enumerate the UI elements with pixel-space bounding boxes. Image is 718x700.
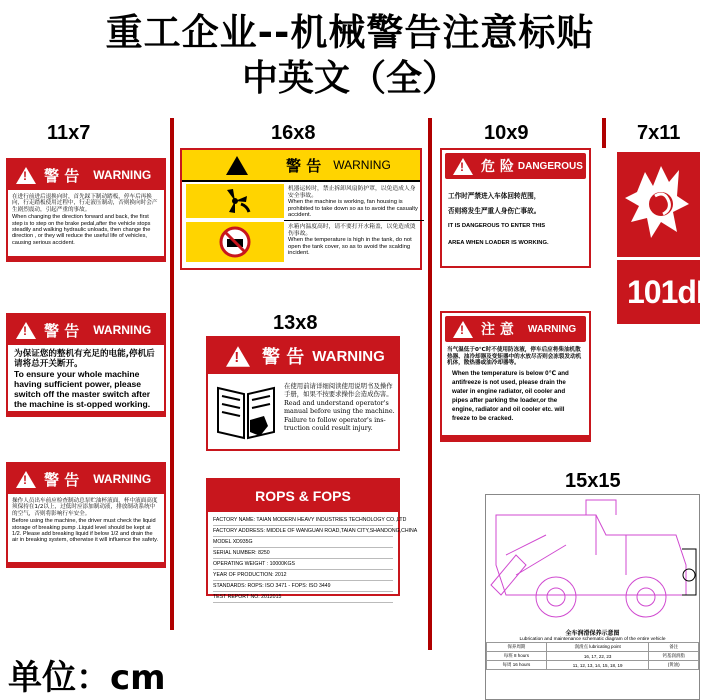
warning-triangle-icon — [453, 158, 473, 175]
sign-title-zh: 危 险 — [481, 159, 514, 175]
table-row — [487, 652, 699, 661]
table-cell: 每班 8 hours — [487, 652, 547, 661]
divider-1 — [170, 118, 174, 630]
sign-text-zh: 为保证您的整机有充足的电能,停机后请将总开关断开。 — [14, 349, 155, 369]
read-manual-icon — [214, 380, 278, 442]
divider-2 — [428, 118, 432, 650]
plate-line: OPERATING WEIGHT : 10000KGS — [213, 559, 393, 570]
plan-title: 全车润滑保养示意图 — [565, 630, 620, 637]
table-cell: 16, 17, 22, 23 — [546, 652, 649, 661]
sign-row2-zh: 水箱内温度高时，请不要打开水箱盖，以免造成烫伤事故。 — [288, 224, 416, 237]
sign-title-zh: 警 告 — [262, 347, 305, 368]
lubrication-plan — [485, 494, 700, 700]
sign-row2-en: When the temperature is high in the tank, do not open the tank cover, so as to avoid the scalding incident. — [288, 237, 412, 257]
warning-sign-brake-fluid — [6, 462, 166, 568]
size-label-10x9: 10x9 — [484, 122, 529, 144]
sign-title-en: WARNING — [93, 323, 152, 337]
table-cell: 11, 12, 13, 14, 15, 18, 19 — [546, 661, 649, 670]
warning-triangle-icon — [16, 471, 36, 488]
plate-line: STANDARDS: ROPS: ISO 3471 - FOPS: ISO 3449 — [213, 581, 393, 592]
sign-title-zh: 注 意 — [481, 322, 514, 338]
sign-row1-en: When the machine is working, fan housing is prohibited to take down so as to avoid the casualty accident. — [288, 199, 418, 219]
table-header-cell: 保养周期 — [487, 643, 547, 652]
warning-sign-manual — [206, 336, 400, 451]
warning-triangle-icon — [226, 156, 248, 175]
table-row — [487, 643, 699, 652]
plate-line: TEST REPORT NO: 2012015 — [213, 592, 393, 603]
rops-fops-plate — [206, 478, 418, 600]
sign-row1-zh: 机器运转时，禁止拆卸风扇防护罩，以免造成人身安全事故。 — [288, 186, 416, 199]
table-header-cell: 备注 — [649, 643, 699, 652]
warning-triangle-icon — [16, 167, 36, 184]
size-label-7x11: 7x11 — [637, 122, 681, 144]
sign-text-en: When the temperature is below 0℃ and antifreeze is not used, please drain the water in engine radiator, oil cooler and pipes after parking the loader,or the engine, radiator and oil cooler etc. will freeze to be cracked. — [452, 369, 569, 422]
sign-title-en: WARNING — [333, 158, 391, 172]
loader-diagram — [486, 495, 699, 623]
warning-sign-switch — [6, 313, 166, 417]
sign-title-zh: 警 告 — [44, 470, 80, 489]
fan-hazard-icon — [186, 184, 284, 218]
warning-sign-fan-tank — [180, 148, 422, 270]
noise-level-panel — [617, 260, 718, 324]
sign-text-en: Read and understand operator's manual before using the machine. Failure to follow operator's ins-truction could result injury. — [284, 398, 395, 433]
size-label-15x15: 15x15 — [565, 470, 621, 492]
sign-title-en: WARNING — [93, 168, 152, 182]
size-label-13x8: 13x8 — [273, 312, 318, 334]
sign-text-zh-1: 工作时严禁进入车体回转范围， — [448, 192, 541, 200]
size-label-16x8: 16x8 — [271, 122, 316, 144]
plate-title: ROPS & FOPS — [208, 480, 398, 512]
sign-title-zh: 警 告 — [44, 166, 80, 185]
warning-sign-brake — [6, 158, 166, 262]
sign-title-zh: 警 告 — [286, 156, 322, 175]
sign-text-zh: 在使用前请详细阅读使用说明书及操作手册，如果不按要求操作会造成伤害。 — [284, 382, 393, 399]
sign-title-en: WARNING — [93, 472, 152, 486]
noise-icon-panel — [617, 152, 700, 257]
warning-triangle-icon — [16, 322, 36, 339]
caution-sign-antifreeze — [440, 311, 591, 442]
plate-line: SERIAL NUMBER: 8250 — [213, 548, 393, 559]
sign-text-zh: 在进行前进后退换向时，首先踩下制动踏板，停车后再换向，行走踏板使用过程中，行走液压制动，否则换向时会产生剧烈震动，引起严重的事故。 — [12, 194, 158, 213]
table-cell: 钙基润滑脂 — [649, 652, 699, 661]
table-row — [487, 661, 699, 670]
size-label-11x7: 11x7 — [47, 122, 91, 144]
sign-text-zh-2: 否则将发生严重人身伤亡事故。 — [448, 207, 541, 215]
plan-table — [486, 642, 699, 670]
sign-title-en: WARNING — [527, 323, 577, 335]
sign-title-zh: 警 告 — [44, 321, 80, 340]
plate-line: FACTORY NAME: TAIAN MODERN HEAVY INDUSTRIES TECHNOLOGY CO.,LTD — [213, 515, 393, 526]
divider-3 — [602, 118, 606, 148]
sign-text-zh: 操作人员出车前应检查制动总泵贮油杯液面，杯中液面高度须保持在1/2以上，过低时应添加制动液，排放制动系统中的空气，否则将影响行车安全。 — [12, 498, 158, 517]
sign-text-en: To ensure your whole machine having sufficient power, please switch off the master switch after the machine is st-opped working. — [14, 369, 151, 409]
sign-text-en: Before using the machine, the driver must check the liquid storage of breaking pump .Liquid level should be kept at 1/2. Please add breaking liquid if below 1/2 and drain the air in breaking system, otherwise it will influence the safety. — [12, 518, 159, 544]
noise-level-value: 101dB — [627, 273, 718, 310]
sign-title-en: DANGEROUS — [517, 160, 583, 172]
page-subtitle: 中英文（全） — [241, 58, 458, 99]
sign-text-zh: 当气温低于0℃时不使用防冻液，停车后应将柴油机散热器、油冷却器及变矩器中的水放尽否则会冻裂发动机机体，散热器或油冷却器等。 — [447, 347, 582, 367]
table-cell: 每周 16 hours — [487, 661, 547, 670]
table-cell: (黄油) — [649, 661, 699, 670]
sign-text-en-1: IT IS DANGEROUS TO ENTER THIS — [448, 223, 546, 229]
page-title: 重工企业--机械警告注意标贴 — [105, 11, 595, 54]
plate-line: MODEL XD935G — [213, 537, 393, 548]
plate-line: YEAR OF PRODUCTION: 2012 — [213, 570, 393, 581]
unit-label: 单位：cm — [8, 658, 166, 698]
sign-text-en-2: AREA WHEN LOADER IS WORKING. — [448, 240, 549, 246]
sign-title-en: WARNING — [312, 347, 385, 365]
warning-triangle-icon — [453, 321, 473, 338]
plate-line: FACTORY ADDRESS: MIDDLE OF WANGUAN ROAD,TAIAN CITY,SHANDONG,CHINA — [213, 526, 393, 537]
plan-subtitle: Lubrication and maintenance schematic diagram of the entire vehicle — [519, 637, 666, 642]
no-open-tank-icon — [186, 222, 284, 262]
sign-text-en: When changing the direction forward and back, the first step is to step on the brake pedal,after the vehicle stops steadily and walking hydraulic unloads, then change the direction , or they will reduce the useful life of vehicles, causing serious accident. — [12, 214, 151, 246]
table-header-cell: 润滑点 lubricating point — [546, 643, 649, 652]
warning-triangle-icon — [226, 346, 250, 366]
danger-sign — [440, 148, 591, 268]
